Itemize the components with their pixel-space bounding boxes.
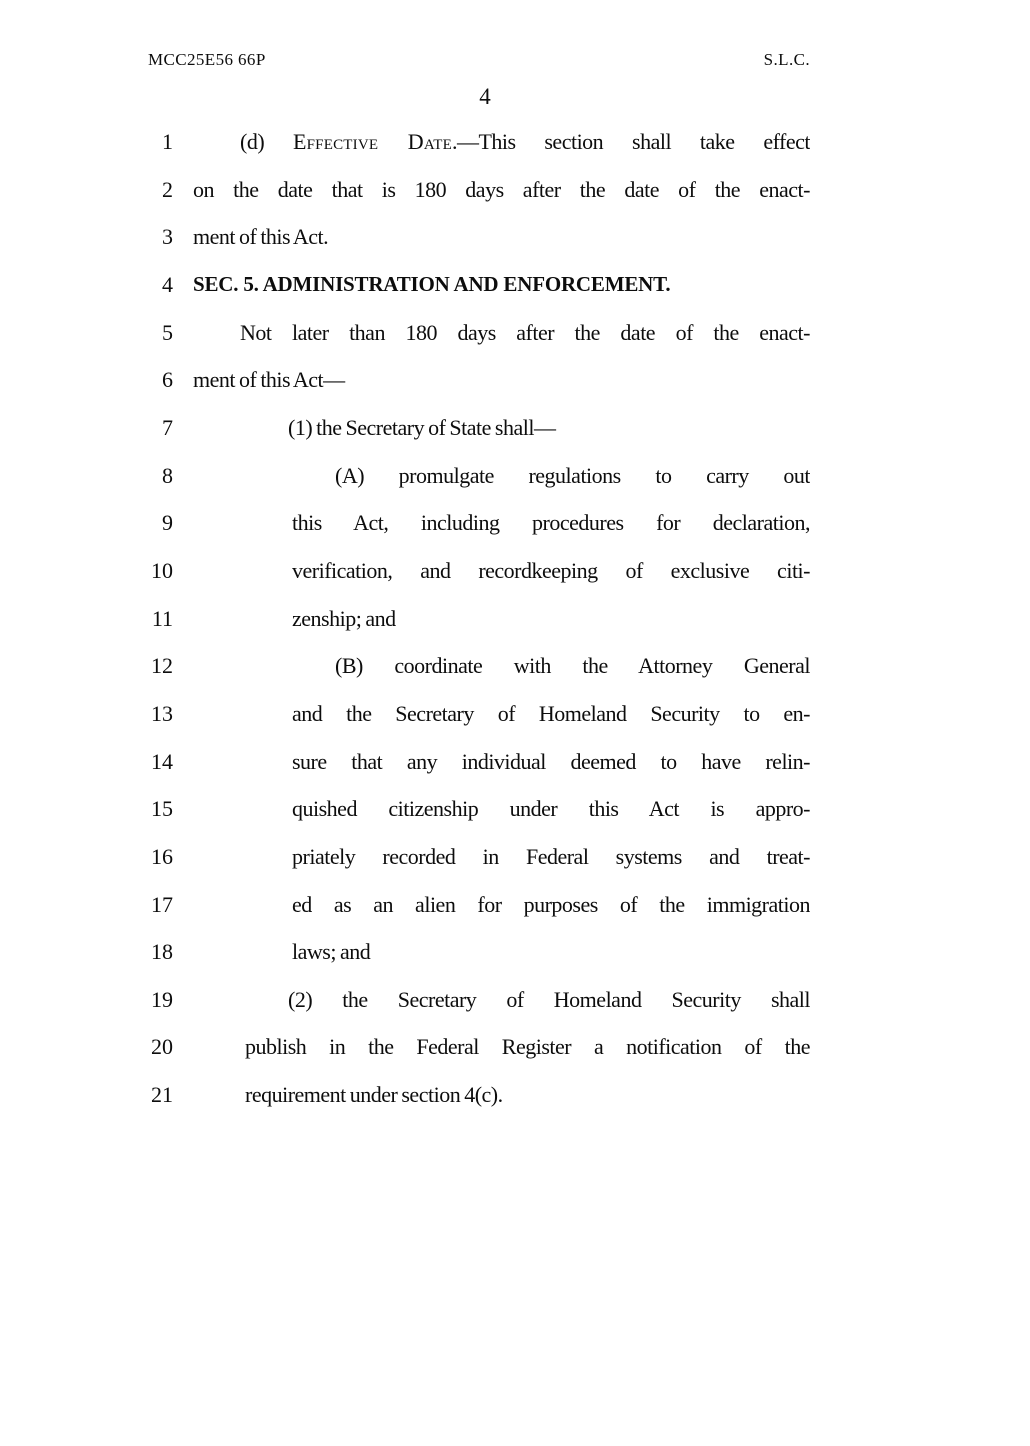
document-line — [130, 166, 820, 214]
document-line — [130, 1071, 820, 1119]
line-text: (2) the Secretary of Homeland Security shall — [288, 986, 810, 1012]
line-text: this Act, including procedures for declaration, — [292, 510, 810, 536]
line-number: 6 — [162, 367, 173, 393]
line-number: 5 — [162, 319, 173, 345]
line-number: 14 — [151, 748, 173, 774]
line-number: 8 — [162, 462, 173, 488]
line-text: ed as an alien for purposes of the immigration — [292, 891, 810, 917]
document-line — [130, 738, 820, 786]
document-line — [130, 690, 820, 738]
line-text: Not later than 180 days after the date of the enact- — [240, 319, 810, 345]
line-text: quished citizenship under this Act is appro- — [292, 796, 810, 822]
document-line — [130, 881, 820, 929]
line-text: (d) Effective Date.—This section shall take effect — [240, 129, 810, 154]
header-office-code: S.L.C. — [763, 50, 810, 69]
line-text: and the Secretary of Homeland Security to en- — [292, 700, 810, 726]
line-number: 3 — [162, 224, 173, 250]
document-line — [130, 976, 820, 1024]
line-number: 12 — [151, 653, 173, 679]
document-line — [130, 118, 820, 166]
line-text: requirement under section 4(c). — [245, 1082, 503, 1108]
line-number: 17 — [151, 891, 173, 917]
document-line — [130, 404, 820, 452]
line-text: ment of this Act— — [193, 367, 345, 393]
document-line — [130, 213, 820, 261]
line-text: publish in the Federal Register a notification of the — [245, 1034, 810, 1060]
line-number: 7 — [162, 414, 173, 440]
document-line — [130, 928, 820, 976]
document-line — [130, 356, 820, 404]
line-number: 10 — [151, 557, 173, 583]
page-header — [148, 50, 810, 70]
line-number: 20 — [151, 1034, 173, 1060]
header-doc-code: MCC25E56 66P — [148, 50, 266, 69]
line-text: priately recorded in Federal systems and treat- — [292, 843, 810, 869]
line-number: 16 — [151, 843, 173, 869]
document-line — [130, 309, 820, 357]
document-line — [130, 595, 820, 643]
document-line — [130, 833, 820, 881]
document-line — [130, 642, 820, 690]
line-number: 4 — [162, 271, 173, 297]
page-number: 4 — [479, 84, 491, 109]
line-text: zenship; and — [292, 605, 396, 631]
line-number: 1 — [162, 129, 173, 154]
line-number: 9 — [162, 510, 173, 536]
document-line — [130, 1023, 820, 1071]
line-text: (1) the Secretary of State shall— — [288, 414, 556, 440]
line-text: laws; and — [292, 939, 371, 965]
small-caps-text: Effective Date — [292, 129, 452, 154]
document-line — [130, 261, 820, 309]
line-number: 2 — [162, 176, 173, 202]
line-text: SEC. 5. ADMINISTRATION AND ENFORCEMENT. — [193, 271, 671, 296]
line-number: 13 — [151, 700, 173, 726]
document-line — [130, 499, 820, 547]
line-number: 19 — [151, 986, 173, 1012]
line-text: sure that any individual deemed to have relin- — [292, 748, 810, 774]
line-number: 18 — [151, 939, 173, 965]
document-line — [130, 452, 820, 500]
line-text: ment of this Act. — [193, 224, 329, 250]
document-line — [130, 785, 820, 833]
line-number: 11 — [151, 605, 173, 631]
line-text: on the date that is 180 days after the date of the enact- — [193, 176, 810, 202]
line-number: 21 — [151, 1082, 173, 1108]
line-number: 15 — [151, 796, 173, 822]
line-text: verification, and recordkeeping of exclusive citi- — [292, 557, 810, 583]
document-line — [130, 547, 820, 595]
document-lines — [130, 118, 820, 1119]
line-text: (A) promulgate regulations to carry out — [335, 462, 810, 488]
line-text: (B) coordinate with the Attorney General — [335, 653, 810, 679]
